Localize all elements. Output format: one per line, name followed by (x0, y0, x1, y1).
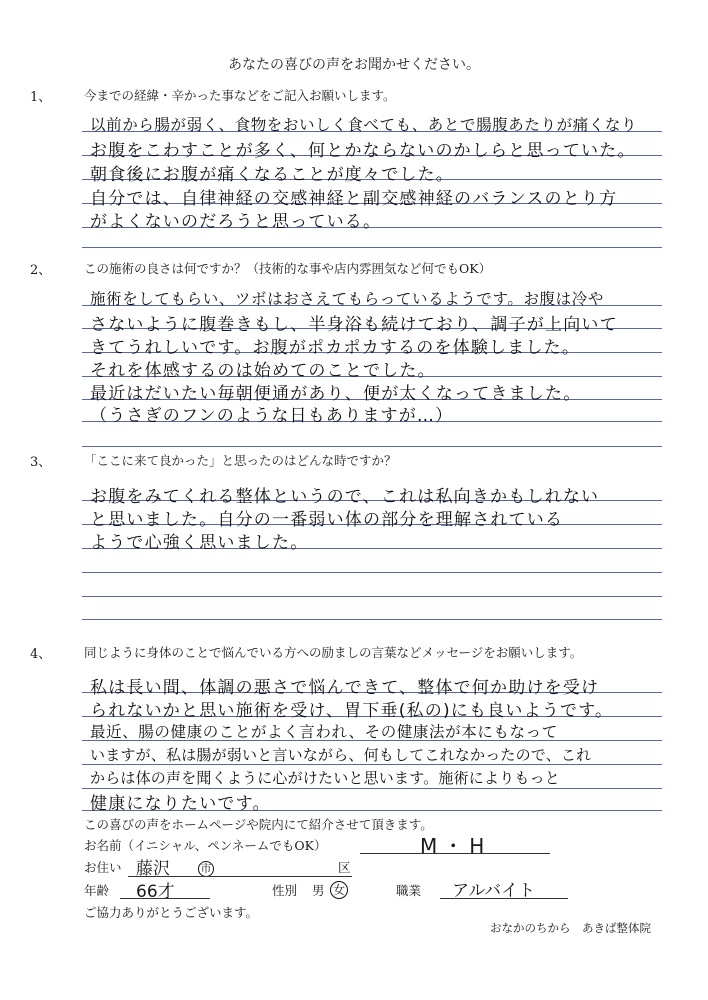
handwritten-answer-line: （うさぎのフンのような日もありますが…） (90, 406, 454, 426)
job-underline (440, 898, 568, 899)
section-3-number: 3、 (30, 455, 52, 470)
age-underline (120, 898, 210, 899)
job-value: アルバイト (452, 881, 536, 901)
handwritten-answer-line: いますが、私は腸が弱いと言いながら、何もしてこれなかったので、これ (90, 746, 592, 764)
thanks-text: ご協力ありがとうございます。 (84, 905, 259, 920)
section-2-question: この施術の良さは何ですか？（技術的な事や店内雰囲気など何でもOK） (84, 261, 492, 276)
handwritten-answer-line: と思いました。自分の一番弱い体の部分を理解されている (90, 510, 564, 530)
section-1-question: 今までの経緯・辛かった事などをご記入お願いします。 (84, 88, 396, 103)
address-city-value: 藤沢 (136, 859, 170, 879)
handwritten-answer-line: さないように腹巻きもし、半身浴も続けており、調子が上向いて (90, 315, 618, 335)
page-title: あなたの喜びの声をお聞かせください。 (228, 57, 480, 73)
handwritten-answer-line: 健康になりたいです。 (90, 794, 271, 814)
handwritten-answer-line: 朝食後にお腹が痛くなることが度々でした。 (90, 165, 454, 185)
handwritten-answer-line: ようで心強く思いました。 (90, 533, 309, 553)
answer-line (82, 446, 662, 447)
handwritten-answer-line: 以前から腸が弱く、食物をおいしく食べても、あとで腸腹あたりが痛くなり (90, 116, 638, 134)
clinic-name: おなかのちから あきば整体院 (490, 921, 651, 935)
address-label: お住い (84, 860, 122, 875)
handwritten-answer-line: 最近はだいたい毎朝便通があり、便が太くなってきました。 (90, 384, 582, 404)
name-value: M・H (420, 834, 491, 858)
section-4-number: 4、 (30, 647, 52, 662)
job-label: 職業 (396, 883, 422, 898)
city-mark-circle (198, 857, 214, 877)
gender-male: 男 (312, 883, 325, 898)
gender-female-circle (330, 879, 348, 899)
age-label: 年齢 (84, 883, 110, 898)
name-label: お名前（イニシャル、ペンネームでもOK） (84, 838, 327, 853)
answer-line (82, 247, 662, 248)
answer-line (82, 596, 662, 597)
section-3-question: 「ここに来て良かった」と思ったのはどんな時ですか？ (84, 453, 397, 468)
section-2-number: 2、 (30, 263, 52, 278)
handwritten-answer-line: それを体感するのは始めてのことでした。 (90, 361, 436, 381)
gender-female: 女 (330, 881, 348, 899)
name-underline (360, 853, 550, 854)
section-4-question: 同じように身体のことで悩んでいる方への励ましの言葉などメッセージをお願いします。 (84, 645, 583, 660)
handwritten-answer-line: 私は長い間、体調の悪さで悩んできて、整体で何か助けを受け (90, 678, 600, 698)
city-mark: 市 (198, 861, 214, 877)
handwritten-answer-line: 自分では、自律神経の交感神経と副交感神経のバランスのとり方 (90, 189, 618, 209)
handwritten-answer-line: 施術をしてもらい、ツボはおさえてもらっているようです。お腹は冷や (90, 290, 604, 308)
answer-line (82, 619, 662, 620)
handwritten-answer-line: がよくないのだろうと思っている。 (90, 212, 382, 232)
address-ward-label: 区 (338, 860, 351, 875)
handwritten-answer-line: られないかと思い施術を受け、胃下垂(私の)にも良いようです。 (90, 701, 614, 721)
answer-line (82, 572, 662, 573)
footer-intro: この喜びの声をホームページや院内にて紹介させて頂きます。 (84, 817, 433, 832)
section-1-number: 1、 (30, 90, 52, 105)
handwritten-answer-line: お腹をみてくれる整体というので、これは私向きかもしれない (90, 487, 600, 507)
handwritten-answer-line: からは体の声を聞くように心がけたいと思います。施術によりもっと (90, 769, 561, 787)
handwritten-answer-line: お腹をこわすことが多く、何とかならないのかしらと思っていた。 (90, 141, 636, 161)
gender-label: 性別 (272, 883, 298, 898)
handwritten-answer-line: きてうれしいです。お腹がポカポカするのを体験しました。 (90, 338, 581, 358)
handwritten-answer-line: 最近、腸の健康のことがよく言われ、その健康法が本にもなって (90, 723, 558, 741)
age-value: 66才 (136, 882, 175, 902)
